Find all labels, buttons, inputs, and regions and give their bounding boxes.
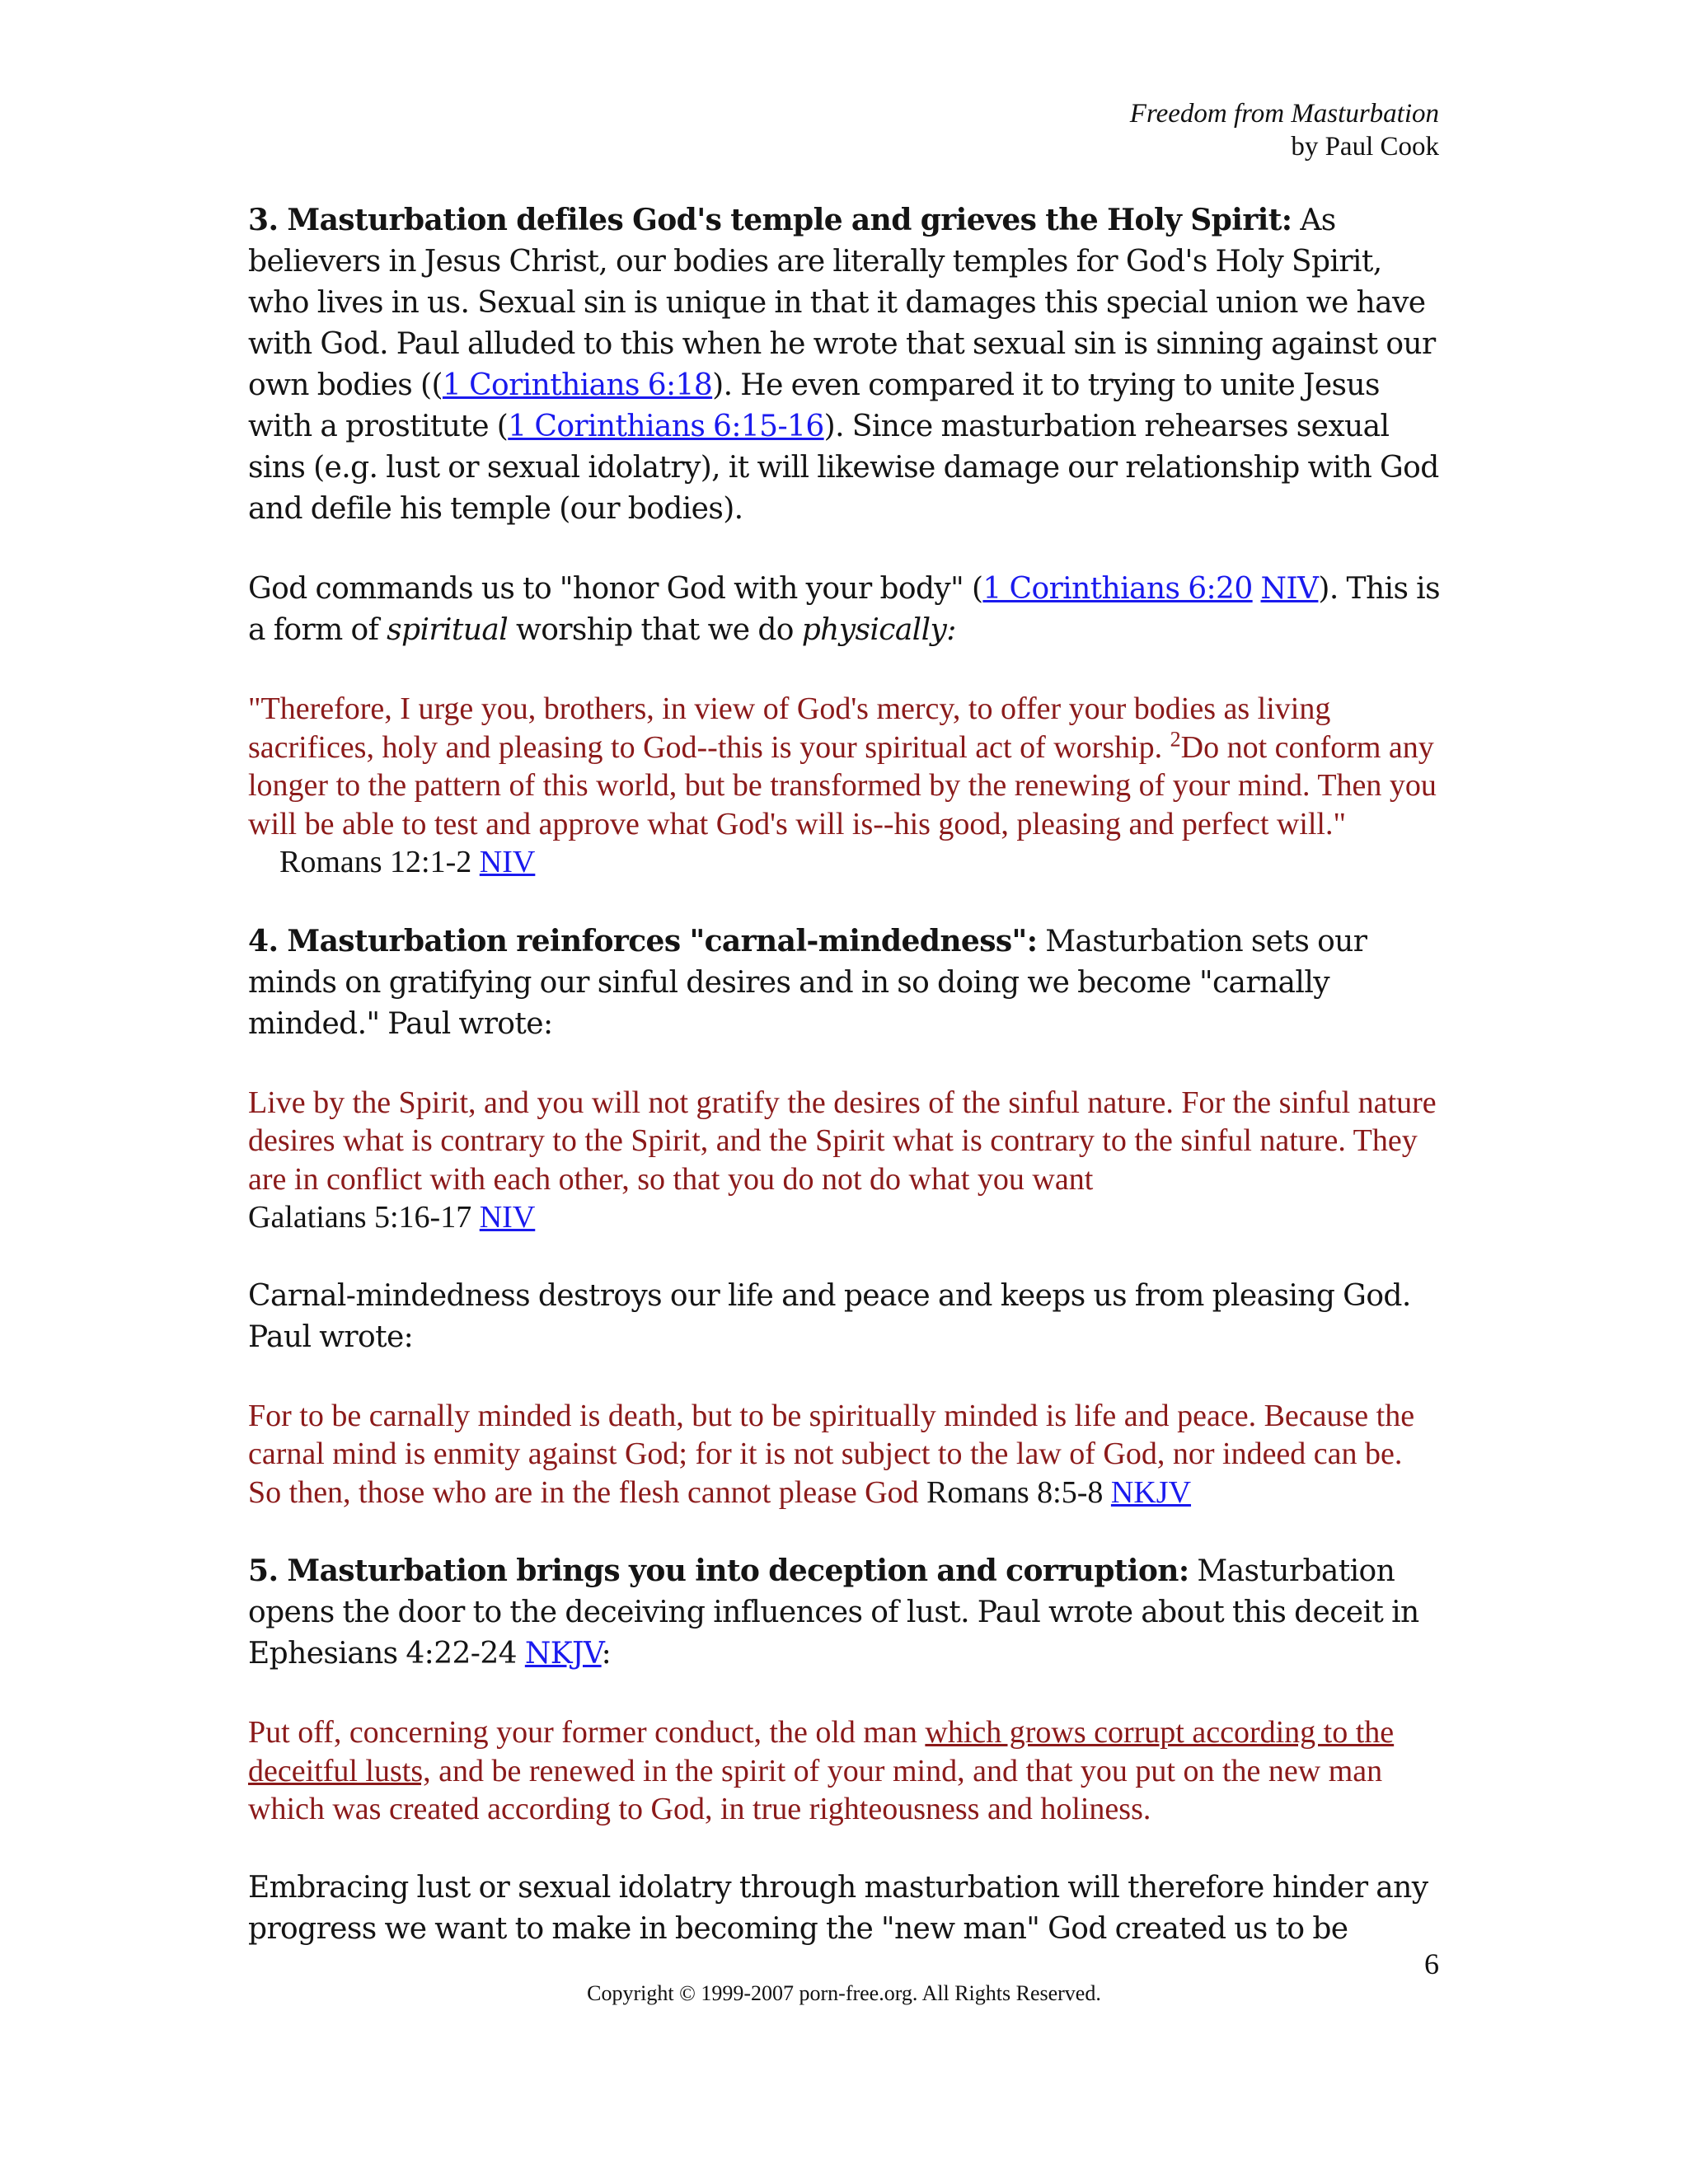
galatians-quote-text: Live by the Spirit, and you will not gratify the desires of the sinful nature. For the sinful nature desires what is contrary to the Spirit, and the Spirit what is contrary to the sinful nature. They are in conflict with each other, so that you do not do what you want [248,1085,1437,1197]
section-5-paragraph: 5. Masturbation brings you into deception and corruption: Masturbation opens the door to the deceiving influences of lust. Paul wrote about this deceit in Ephesians 4:22-24 NKJV: [248,1554,1419,1671]
section-3-text-a: As believers in Jesus Christ, our bodies are literally temples for God's Holy Spirit, who lives in us. Sexual sin is unique in that it damages this special union we have with God. Paul alluded to this when he wrote that sexual sin is sinning against our own bodies (( [248,204,1436,402]
page-number: 6 [1424,1947,1439,1980]
romans-reference: Romans 12:1-2 [248,845,480,879]
romans-8-reference: Romans 8:5-8 [918,1474,1111,1510]
ephesians-quote-text-b: and be renewed in the spirit of your mind, and that you put on the new man which was created according to God, in true righteousness and holiness. [248,1753,1383,1826]
honor-text-c: worship that we do [508,613,802,647]
book-author: by Paul Cook [1291,132,1439,162]
romans-quote-text-b: Do not conform any longer to the pattern of this world, but be transformed by the renewing of your mind. Then you will be able to test and approve what God's will is--his good, pleasing and perfect will." [248,729,1437,841]
honor-text-a: God commands us to "honor God with your body" ( [248,572,983,606]
honor-text-b: ). This is a form of [248,572,1440,647]
link-1-corinthians-6-15-16[interactable]: 1 Corinthians 6:15-16 [508,410,824,443]
page-content [248,199,1443,1950]
section-3-heading: 3. Masturbation defiles God's temple and grieves the Holy Spirit: [248,203,1292,237]
link-nkjv-ephesians[interactable]: NKJV [524,1637,602,1671]
galatians-quote [248,1084,1443,1237]
ephesians-quote-text-a: Put off, concerning your former conduct, the old man [248,1715,926,1750]
carnal-paragraph: Carnal-mindedness destroys our life and peace and keeps us from pleasing God. Paul wrote: [248,1278,1411,1354]
romans-quote-text-a: "Therefore, I urge you, brothers, in view of God's mercy, to offer your bodies as living sacrifices, holy and pleasing to God--this is your spiritual act of worship. [248,691,1331,765]
honor-emphasis-spiritual: spiritual [387,613,509,647]
link-niv-romans[interactable]: NIV [479,845,536,879]
link-1-corinthians-6-18[interactable]: 1 Corinthians 6:18 [442,368,713,402]
link-niv-galatians[interactable]: NIV [479,1200,536,1235]
romans-8-quote-text: For to be carnally minded is death, but to be spiritually minded is life and peace. Because the carnal mind is enmity against God; for it is not subject to the law of God, nor indeed can be. So then, those who are in the flesh cannot please God [248,1398,1415,1510]
section-4-paragraph [248,921,1443,1045]
link-nkjv-romans[interactable]: NKJV [1110,1474,1192,1510]
romans-8-quote [248,1397,1443,1512]
section-3-text-b: ). He even compared it to trying to unite Jesus with a prostitute ( [248,368,1380,443]
section-5-heading: 5. Masturbation brings you into deception and corruption: [248,1554,1189,1588]
section-3-paragraph [248,199,1443,530]
closing-paragraph: Embracing lust or sexual idolatry through masturbation will therefore hinder any progress we want to make in becoming the "new man" God created us to be [248,1870,1428,1946]
section-5-text: Masturbation opens the door to the deceiving influences of lust. Paul wrote about this deceit in Ephesians 4:22-24 [248,1554,1419,1671]
book-title: Freedom from Masturbation [1129,99,1439,129]
link-1-corinthians-6-20[interactable]: 1 Corinthians 6:20 [982,572,1253,606]
ephesians-underlined-phrase: which grows corrupt according to the deceitful lusts, [248,1715,1395,1788]
galatians-reference: Galatians 5:16-17 [248,1200,480,1235]
section-3-text-c: ). Since masturbation rehearses sexual sins (e.g. lust or sexual idolatry), it will likewise damage our relationship with God and defile his temple (our bodies). [248,410,1439,526]
link-niv-1-corinthians[interactable]: NIV [1260,572,1319,606]
copyright-footer: Copyright © 1999-2007 porn-free.org. All Rights Reserved. [587,1981,1101,2005]
honor-paragraph [248,569,1443,651]
page-header [1130,97,1439,163]
verse-number: 2 [1170,726,1181,751]
honor-emphasis-physically: physically: [801,613,956,647]
section-4-heading: 4. Masturbation reinforces "carnal-mindedness": [248,923,1038,958]
romans-quote [248,690,1443,882]
section-4-text: Masturbation sets our minds on gratifying our sinful desires and in so doing we become "carnally minded." Paul wrote: [248,924,1367,1041]
ephesians-quote [248,1713,1443,1829]
